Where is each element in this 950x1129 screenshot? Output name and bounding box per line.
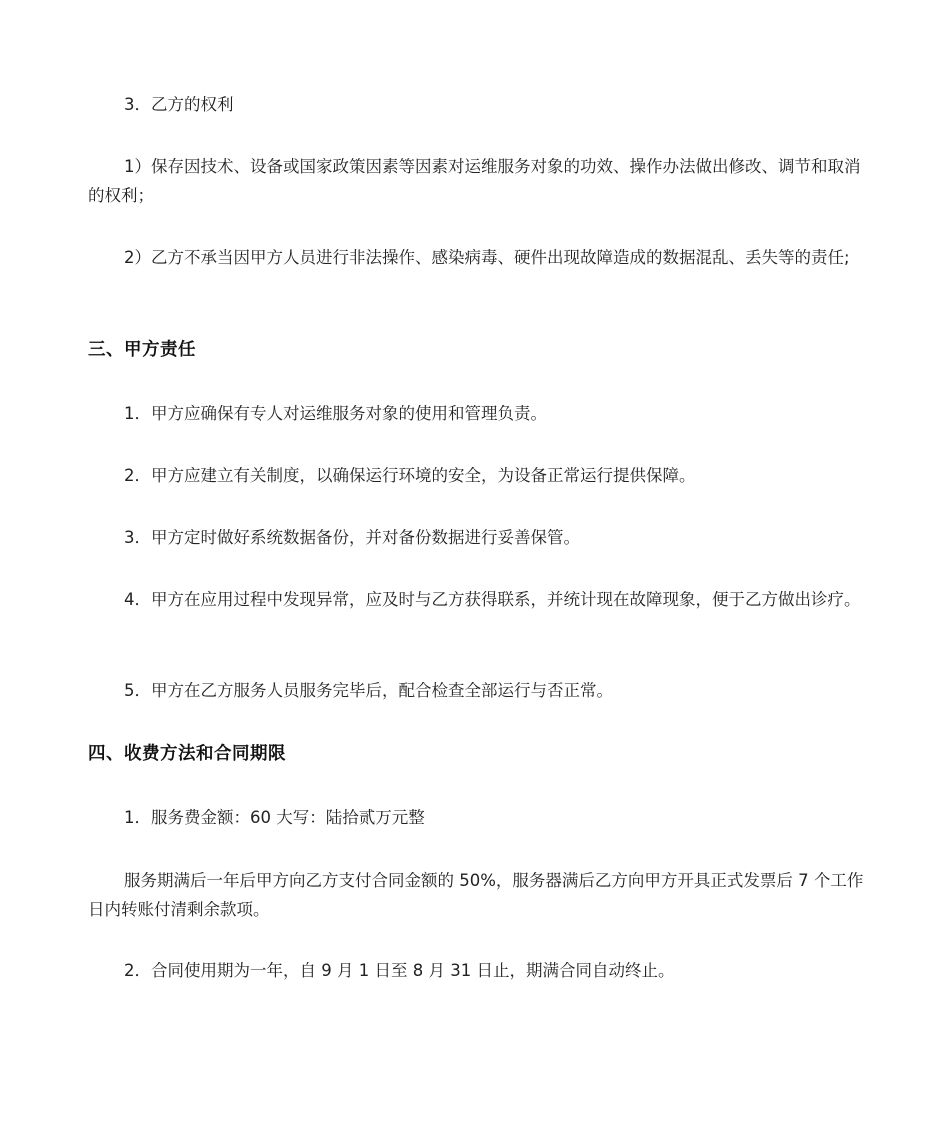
paragraph-party-b-rights-title: 3．乙方的权利	[124, 95, 234, 114]
paragraph-party-b-right-2: 2）乙方不承当因甲方人员进行非法操作、感染病毒、硬件出现故障造成的数据混乱、丢失等的责任;	[124, 248, 850, 267]
section-heading-fees-and-term: 四、收费方法和合同期限	[88, 744, 286, 764]
paragraph-party-a-duty-3: 3．甲方定时做好系统数据备份，并对备份数据进行妥善保管。	[124, 528, 580, 547]
paragraph-party-b-right-1: 1）保存因技术、设备或国家政策因素等因素对运维服务对象的功效、操作办法做出修改、调节和取消的权利；	[88, 157, 861, 205]
section-heading-party-a-duties: 三、甲方责任	[88, 340, 196, 360]
paragraph-party-a-duty-2: 2．甲方应建立有关制度，以确保运行环境的安全，为设备正常运行提供保障。	[124, 466, 696, 485]
paragraph-payment-terms: 服务期满后一年后甲方向乙方支付合同金额的 50%，服务器满后乙方向甲方开具正式发票后 7 个工作日内转账付清剩余款项。	[88, 871, 864, 919]
paragraph-party-a-duty-1: 1．甲方应确保有专人对运维服务对象的使用和管理负责。	[124, 404, 547, 423]
paragraph-party-a-duty-5: 5．甲方在乙方服务人员服务完毕后，配合检查全部运行与否正常。	[124, 681, 613, 700]
paragraph-contract-period: 2．合同使用期为一年，自 9 月 1 日至 8 月 31 日止，期满合同自动终止。	[124, 961, 675, 980]
paragraph-party-a-duty-4: 4．甲方在应用过程中发现异常，应及时与乙方获得联系，并统计现在故障现象，便于乙方做出诊疗。	[124, 590, 861, 609]
paragraph-service-fee: 1．服务费金额：60 大写：陆拾贰万元整	[124, 808, 425, 827]
